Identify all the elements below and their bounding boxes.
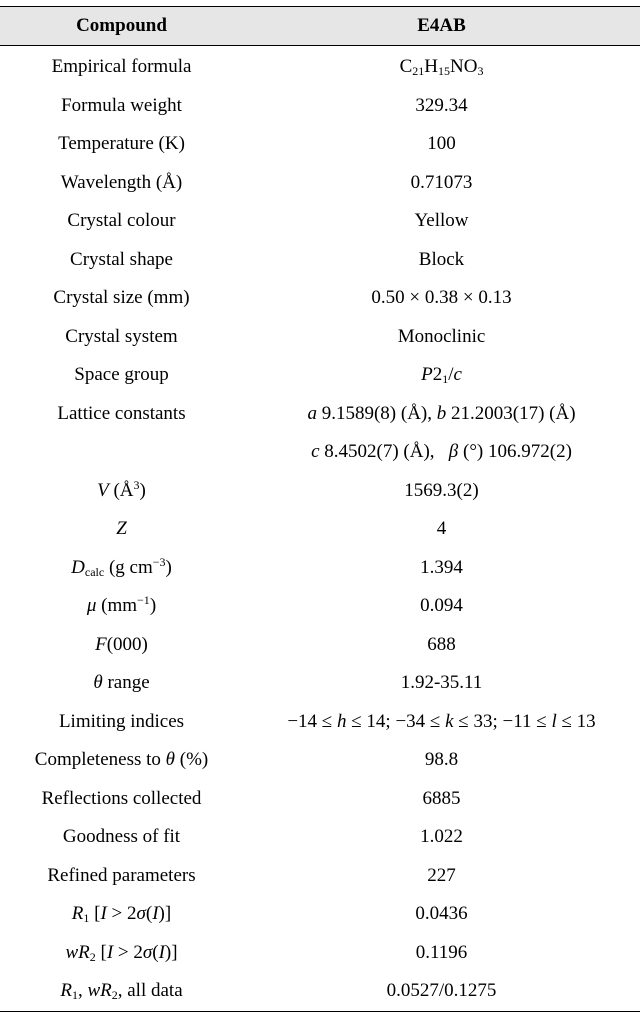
row-value: c 8.4502(7) (Å), β (°) 106.972(2) [311,441,572,462]
row-label: μ $(mm^{-1})$ [86,593,157,616]
row-value: Block [418,248,465,270]
row-value: 688 [427,633,456,655]
header-compound: Compound [76,15,167,36]
row-value: 1.92-35.11 [400,672,483,693]
row-label: Reflections collected [41,787,202,809]
row-value: a 9.1589(8) (Å), b 21.2003(17) (Å) [307,402,576,424]
table-row [0,972,640,1011]
table-header [0,6,640,46]
table-row [0,318,640,357]
table-row [0,356,640,395]
row-value: 0.71073 [410,171,473,193]
row-value: 329.34 [415,94,468,116]
row-value: 1569.3(2) [404,479,479,501]
table-row [0,626,640,665]
row-value: 4 [436,518,447,539]
row-value: 1.394 [420,556,463,578]
row-label: $R_1$, $wR_2$, all data [60,980,183,1002]
row-label: V $(Å^3)$ [97,477,146,501]
table-row [0,279,640,318]
table-row [0,202,640,241]
row-value: 0.0436 [415,903,468,924]
row-label: Crystal size (mm) [53,287,190,308]
row-value: 1.022 [420,826,463,847]
table-row [0,510,640,549]
row-label: Crystal shape [70,248,173,270]
table-row [0,395,640,434]
row-label: Wavelength (Å) [60,171,183,193]
row-label: θ range [93,672,150,693]
row-label: Empirical formula [51,56,192,77]
row-label: $R_1$ [I > 2σ(I)] [71,903,172,925]
row-value: $P2_1/c$ [421,364,462,386]
row-value: 6885 [422,787,461,809]
table-row [0,587,640,626]
table-row [0,125,640,164]
row-value: 0.50 × 0.38 × 0.13 [371,287,512,308]
header-compound-id: E4AB [417,15,466,36]
table-row [0,433,640,472]
row-label: F(000) [95,633,148,655]
row-label: Temperature (K) [58,133,185,154]
table-row [0,241,640,280]
table-row [0,472,640,511]
table-row [0,48,640,87]
table-row [0,934,640,973]
row-value: 0.0527/0.1275 [386,980,497,1001]
row-label: Formula weight [61,94,182,116]
row-value: 227 [427,864,456,886]
row-label: Goodness of fit [62,826,181,847]
row-label: $wR_2$ [I > 2σ(I)] [65,941,178,964]
table-row [0,164,640,203]
row-value: Monoclinic [397,325,486,347]
row-label: Lattice constants [57,402,186,424]
row-label: Refined parameters [47,864,196,886]
row-label: $D_{calc}$ (g $cm^{-3}$) [71,554,172,579]
table-row [0,818,640,857]
row-label: Limiting indices [58,710,185,732]
table-row [0,741,640,780]
row-value: 0.094 [420,595,463,616]
table-row [0,87,640,126]
row-label: Space group [74,364,169,385]
table-row [0,780,640,819]
table-row [0,664,640,703]
row-value: 98.8 [424,749,459,770]
table-row [0,857,640,896]
row-value: $C_{21}H_{15}NO_3$ [399,56,484,78]
table-row [0,895,640,934]
bottom-rule [0,1011,640,1012]
row-value: Yellow [414,210,469,231]
row-label: Crystal system [65,325,178,347]
table-row [0,703,640,742]
row-label: Z [116,518,127,539]
row-value: 100 [427,133,456,154]
row-label: Crystal colour [67,210,176,231]
row-label: Completeness to θ (%) [34,749,209,770]
row-label [0,433,243,472]
row-value: 0.1196 [415,941,468,963]
table-row [0,549,640,588]
row-value: −14 ≤ h ≤ 14; −34 ≤ k ≤ 33; −11 ≤ l ≤ 13 [287,710,596,732]
